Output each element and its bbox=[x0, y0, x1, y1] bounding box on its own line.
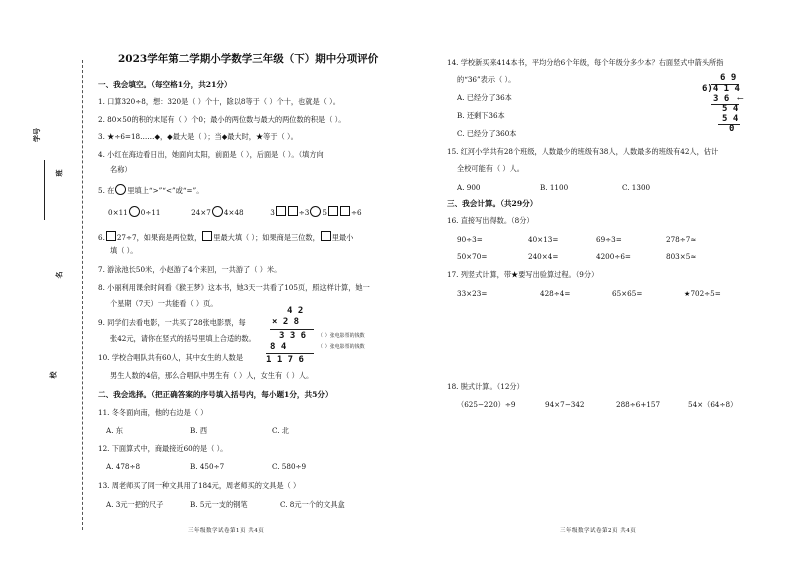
compare-b-circle[interactable] bbox=[212, 206, 223, 217]
question-3: 3. ★÷6=18……◆，◆最大是（ ）；当◆最大时，★等于（ ）。 bbox=[98, 132, 298, 141]
question-15-line-1: 15. 红河小学共有28个班级，人数最少的班级有38人，人数最多的班级有42人，估计 bbox=[447, 147, 719, 156]
compare-a-circle[interactable] bbox=[129, 206, 140, 217]
arrow-left-icon: ← bbox=[737, 94, 744, 103]
q18-item: 288÷6+157 bbox=[616, 400, 661, 409]
q14-option-b[interactable]: B. 还剩下36本 bbox=[457, 111, 505, 120]
q18-item: 94×7−342 bbox=[545, 400, 585, 409]
q15-option-a[interactable]: A. 900 bbox=[457, 183, 481, 192]
q16-item: 50×70= bbox=[457, 252, 488, 261]
q9-calc-row-1: 4 2 bbox=[287, 306, 304, 316]
question-8-line-1: 8. 小丽利用课余时间看《猴王梦》这本书，她3天一共看了105页，照这样计算，她一 bbox=[98, 283, 370, 292]
question-17: 17. 列竖式计算，带★要写出验算过程。（9分） bbox=[447, 270, 599, 279]
q14-calc-divisor: 6)4 1 4 bbox=[702, 84, 740, 94]
compare-c-4: ÷6 bbox=[350, 208, 362, 217]
binding-underline bbox=[44, 160, 45, 220]
q17-item: 428÷4= bbox=[540, 289, 571, 298]
q16-item: 803×5≈ bbox=[666, 252, 697, 261]
square-blank[interactable] bbox=[202, 231, 212, 241]
q16-item: 69÷3= bbox=[596, 235, 622, 244]
question-10-line-2: 男生人数的4倍，那么合唱队中男生有（ ）人，女生有（ ）人。 bbox=[110, 371, 314, 380]
square-blank[interactable] bbox=[340, 206, 350, 216]
binding-label-ban: 班 bbox=[54, 169, 64, 177]
q9-calc-row-5: 1 1 7 6 bbox=[266, 355, 304, 365]
section-1-heading: 一、我会填空。（每空格1分，共21分） bbox=[98, 80, 232, 89]
footer-left: 三年级数学试卷第1页 共4页 bbox=[188, 528, 265, 534]
q18-item: （625−220）÷9 bbox=[457, 400, 516, 409]
footer-right: 三年级数学试卷第2页 共4页 bbox=[560, 528, 637, 534]
q18-item: 54×（64÷8） bbox=[688, 400, 738, 409]
q14-calc-quotient: 6 9 bbox=[720, 73, 737, 83]
q17-item: 33×23= bbox=[457, 289, 488, 298]
q16-item: 240×4= bbox=[528, 252, 559, 261]
question-6-line-2: 填（ ）。 bbox=[110, 246, 138, 255]
compare-c-1: 3 bbox=[270, 208, 275, 217]
question-15-line-2: 全校可能有（ ）人。 bbox=[457, 164, 524, 173]
q9-calc-row-4: 8 4 bbox=[270, 342, 287, 352]
q9-calc-line-2 bbox=[266, 353, 314, 354]
question-2: 2. 80×50的积的末尾有（ ）个0；最小的两位数与最大的两位数的积是（ ）。 bbox=[98, 115, 346, 124]
q9-calc-line-1 bbox=[270, 329, 314, 330]
q11-option-c[interactable]: C. 北 bbox=[272, 426, 289, 435]
question-1: 1. 口算320÷8，想：320是（ ）个十，除以8等于（ ）个十，也就是（ ）。 bbox=[98, 97, 340, 106]
question-7: 7. 游泳池长50米，小赵游了4个来回，一共游了（ ）米。 bbox=[98, 265, 282, 274]
question-18: 18. 脱式计算。（12分） bbox=[447, 382, 524, 391]
square-blank[interactable] bbox=[276, 206, 286, 216]
q14-calc-row-6: 0 bbox=[729, 124, 735, 134]
q15-option-c[interactable]: C. 1300 bbox=[622, 183, 651, 192]
q9-calc-row-2: × 2 8 bbox=[272, 317, 300, 327]
question-6-text-2: 里最大填（ ）；如果商是三位数， bbox=[213, 233, 320, 242]
q13-option-a[interactable]: A. 3元一把的尺子 bbox=[106, 500, 164, 509]
question-5-prefix: 5. 在 bbox=[98, 186, 115, 195]
square-blank[interactable] bbox=[106, 231, 116, 241]
q9-note-2: （ ）张电影票的钱数 bbox=[318, 344, 365, 350]
circle-blank bbox=[115, 184, 126, 195]
question-16: 16. 直接写出得数。（8分） bbox=[447, 216, 534, 225]
q14-calc-row-3: 3 6 bbox=[713, 94, 730, 104]
q9-calc-row-3: 3 3 6 bbox=[279, 331, 307, 341]
binding-label-xuehao: 学号 bbox=[32, 128, 41, 142]
compare-a-right: 0÷11 bbox=[140, 208, 161, 217]
q16-item: 278÷7≈ bbox=[666, 235, 697, 244]
question-14-line-2: 的“36”表示（ ）。 bbox=[457, 75, 516, 84]
compare-c-2: ÷3 bbox=[298, 208, 310, 217]
question-6-line-1 bbox=[98, 231, 353, 242]
q9-note-1: （ ）张电影票的钱数 bbox=[318, 333, 365, 339]
q15-option-b[interactable]: B. 1100 bbox=[540, 183, 569, 192]
square-blank[interactable] bbox=[328, 206, 338, 216]
q17-item: ★702÷5= bbox=[684, 289, 721, 298]
compare-c-circle[interactable] bbox=[310, 206, 321, 217]
q12-option-a[interactable]: A. 478÷8 bbox=[106, 462, 141, 471]
compare-b-left: 24×7 bbox=[191, 208, 211, 217]
question-4-line-2: 名称） bbox=[110, 165, 132, 174]
question-4-line-1: 4. 小红在海边看日出，她面向太阳，前面是（ ），后面是（ ）。（填方向 bbox=[98, 150, 324, 159]
question-9-line-1: 9. 同学们去看电影，一共买了28张电影票，每 bbox=[98, 318, 246, 327]
q13-option-c[interactable]: C. 8元一个的文具盒 bbox=[280, 500, 345, 509]
question-13: 13. 周老师买了同一种文具用了184元，周老师买的文具是（ ） bbox=[98, 481, 301, 490]
q13-option-b[interactable]: B. 5元一支的钢笔 bbox=[190, 500, 248, 509]
binding-line bbox=[82, 60, 83, 530]
q17-item: 65×65= bbox=[612, 289, 643, 298]
question-9-line-2: 张42元，请你在竖式的括号里填上合适的数。 bbox=[110, 334, 256, 343]
square-blank[interactable] bbox=[321, 231, 331, 241]
q11-option-a[interactable]: A. 东 bbox=[106, 426, 123, 435]
q14-calc-row-4: 5 4 bbox=[722, 104, 739, 114]
q12-option-b[interactable]: B. 450÷7 bbox=[190, 462, 225, 471]
q12-option-c[interactable]: C. 580÷9 bbox=[272, 462, 307, 471]
q11-option-b[interactable]: B. 西 bbox=[190, 426, 208, 435]
question-8-line-2: 个星期（7天）一共能看（ ）页。 bbox=[110, 299, 218, 308]
question-5 bbox=[98, 184, 203, 195]
question-6-text-3: 里最小 bbox=[331, 233, 354, 242]
section-3-heading: 三、我会计算。（共29分） bbox=[447, 199, 538, 208]
q16-item: 4200÷6= bbox=[596, 252, 631, 261]
q16-item: 40×13= bbox=[528, 235, 559, 244]
binding-label-xiao: 校 bbox=[48, 371, 58, 379]
square-blank[interactable] bbox=[288, 206, 298, 216]
compare-a-left: 0×11 bbox=[108, 208, 128, 217]
section-2-heading: 二、我会选择。（把正确答案的序号填入括号内，每小题1分，共5分） bbox=[98, 390, 333, 399]
question-6-number: 6. bbox=[98, 233, 105, 242]
binding-label-ming: 名 bbox=[54, 271, 64, 279]
question-14-line-1: 14. 学校新买来414本书，平均分给6个年级，每个年级分多少本？右面竖式中箭头所指 bbox=[447, 58, 724, 67]
q14-option-a[interactable]: A. 已经分了36本 bbox=[457, 93, 512, 102]
question-5-suffix: 里填上“>”“<”或“=”。 bbox=[127, 186, 204, 195]
question-6-text-1: 27÷7，如果商是两位数， bbox=[116, 233, 202, 242]
compare-b-right: 4×48 bbox=[223, 208, 244, 217]
q14-option-c[interactable]: C. 已经分了360本 bbox=[457, 129, 517, 138]
page-title: 2023学年第二学期小学数学三年级（下）期中分项评价 bbox=[118, 53, 379, 65]
question-10-line-1: 10. 学校合唱队共有60人，其中女生的人数是 bbox=[98, 353, 244, 362]
question-12: 12. 下面算式中，商最接近60的是（ ）。 bbox=[98, 444, 228, 453]
compare-c-3: 5 bbox=[322, 208, 327, 217]
q16-item: 90÷3= bbox=[457, 235, 483, 244]
question-5-row bbox=[108, 206, 362, 217]
q14-calc-row-5: 5 4 bbox=[722, 114, 739, 124]
question-11: 11. 冬冬面向南，他的右边是（ ） bbox=[98, 408, 208, 417]
